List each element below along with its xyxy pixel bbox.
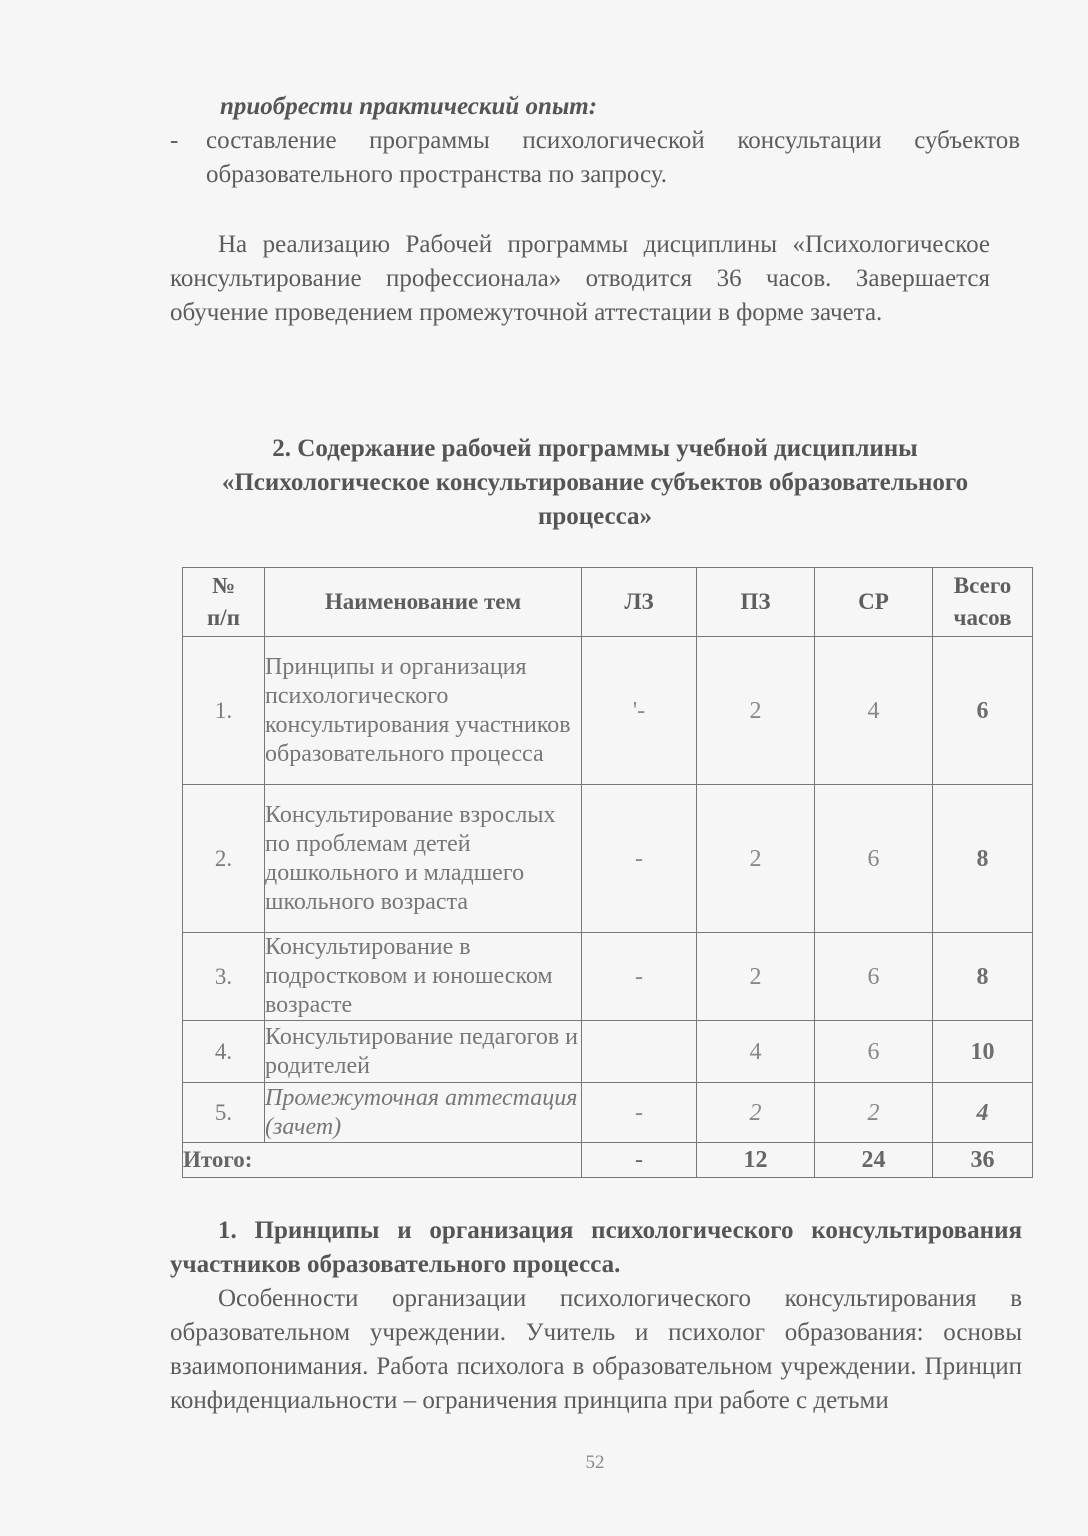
- row-topic: Консультирование взрослых по проблемам детей дошкольного и младшего школьного возраста: [265, 785, 582, 933]
- bullet-marker: -: [170, 127, 179, 154]
- row-total: 4: [933, 1083, 1033, 1143]
- row-sr: 4: [815, 637, 933, 785]
- page-number: 52: [585, 1452, 605, 1473]
- header-pz: ПЗ: [697, 568, 815, 637]
- table-row: [183, 933, 1033, 1021]
- row-lz: '-: [582, 637, 697, 785]
- row-pz: 2: [697, 933, 815, 1021]
- row-topic: Промежуточная аттестация (зачет): [265, 1083, 582, 1143]
- header-lz: ЛЗ: [582, 568, 697, 637]
- row-total: 10: [933, 1021, 1033, 1083]
- row-lz: [582, 1021, 697, 1083]
- header-num: [183, 568, 265, 637]
- row-sr: 6: [815, 1021, 933, 1083]
- header-total-line-2: часов: [953, 605, 1012, 630]
- bullet-item: [170, 124, 1020, 192]
- section-heading-line-1: 2. Содержание рабочей программы учебной дисциплины: [272, 435, 918, 462]
- total-sr: 24: [815, 1143, 933, 1178]
- topics-table: [182, 567, 1033, 1178]
- hours-paragraph: На реализацию Рабочей программы дисциплины «Психологическое консультирование профессионала» отводится 36 часов. Завершается обучение проведением промежуточной аттестации в форме зачета.: [170, 231, 990, 326]
- header-sr: СР: [815, 568, 933, 637]
- practical-experience-heading: приобрести практический опыт:: [220, 93, 598, 120]
- row-total: 8: [933, 785, 1033, 933]
- row-total: 6: [933, 637, 1033, 785]
- row-lz: -: [582, 1083, 697, 1143]
- total-pz: 12: [697, 1143, 815, 1178]
- table-total-row: [183, 1143, 1033, 1178]
- section-heading-line-3: процесса»: [537, 503, 653, 530]
- header-total: [933, 568, 1033, 637]
- table-row: [183, 1083, 1033, 1143]
- row-pz: 2: [697, 1083, 815, 1143]
- row-sr: 6: [815, 933, 933, 1021]
- table-row: [183, 785, 1033, 933]
- row-number: 2.: [183, 785, 265, 933]
- section-heading-line-2: «Психологическое консультирование субъектов образовательного: [221, 469, 969, 496]
- table-row: [183, 1021, 1033, 1083]
- subsection-heading: 1. Принципы и организация психологического консультирования участников образовательного процесса.: [170, 1217, 1022, 1278]
- row-topic: Консультирование в подростковом и юношеском возрасте: [265, 933, 582, 1021]
- row-pz: 4: [697, 1021, 815, 1083]
- row-pz: 2: [697, 785, 815, 933]
- row-lz: -: [582, 933, 697, 1021]
- row-sr: 6: [815, 785, 933, 933]
- row-topic: Консультирование педагогов и родителей: [265, 1021, 582, 1083]
- row-number: 3.: [183, 933, 265, 1021]
- header-num-line-2: п/п: [207, 605, 240, 630]
- header-topic-name: Наименование тем: [265, 568, 582, 637]
- row-total: 8: [933, 933, 1033, 1021]
- table-row: [183, 637, 1033, 785]
- row-number: 4.: [183, 1021, 265, 1083]
- header-num-line-1: №: [211, 573, 236, 598]
- bullet-text: составление программы психологической консультации субъектов образовательного пространства по запросу.: [206, 127, 1020, 188]
- section-heading: [170, 432, 1020, 534]
- row-topic: Принципы и организация психологического консультирования участников образовательного процесса: [265, 637, 582, 785]
- table-header-row: [183, 568, 1033, 637]
- row-number: 1.: [183, 637, 265, 785]
- total-lz: -: [582, 1143, 697, 1178]
- row-number: 5.: [183, 1083, 265, 1143]
- subsection-paragraph: Особенности организации психологического консультирования в образовательном учреждении. Учитель и психолог образования: основы взаимопонимания. Работа психолога в образовательном учреждении. Принцип конфиденциальности – ограничения принципа при работе с детьми: [170, 1285, 1022, 1414]
- row-lz: -: [582, 785, 697, 933]
- row-sr: 2: [815, 1083, 933, 1143]
- total-label: Итого:: [183, 1143, 582, 1178]
- row-pz: 2: [697, 637, 815, 785]
- total-hours: 36: [933, 1143, 1033, 1178]
- header-total-line-1: Всего: [953, 573, 1012, 598]
